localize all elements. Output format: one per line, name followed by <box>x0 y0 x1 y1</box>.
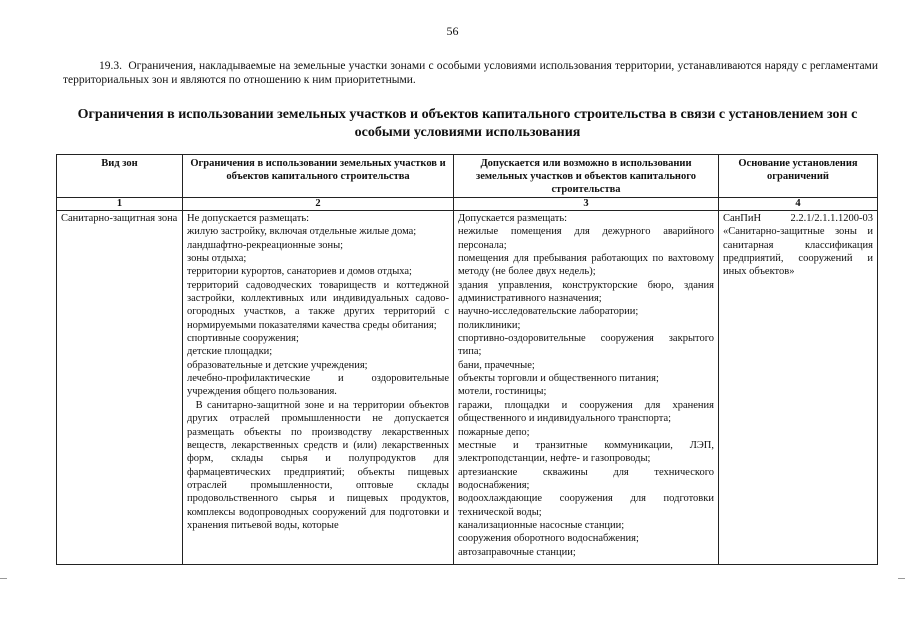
restriction-item: жилую застройку, включая отдельные жилые дома; <box>187 226 417 238</box>
allowed-item: пожарные депо; <box>458 426 530 438</box>
restriction-item: территорий садоводческих товариществ и коттеджной застройки, коллективных или индивидуальных садово-огородных участков, а также других территорий с нормируемыми показателями качества среды обитания; <box>187 279 449 331</box>
allowed-item: нежилые помещения для дежурного аварийного персонала; <box>458 226 714 251</box>
allowed-item: бани, прачечные; <box>458 359 535 371</box>
zone-type-cell <box>57 211 183 565</box>
restrictions-list <box>187 212 449 564</box>
allowed-list <box>458 212 714 564</box>
page-number: 56 <box>446 24 459 38</box>
allowed-item: спортивно-оздоровительные сооружения закрытого типа; <box>458 333 714 358</box>
basis-text: СанПиН 2.2.1/2.1.1.1200-03 «Санитарно-защитные зоны и санитарная классификация предприятий, сооружений и иных объектов» <box>723 213 873 278</box>
document-title: Ограничения в использовании земельных участков и объектов капитального строительства в связи с установлением зон с особыми условиями использования <box>77 107 858 140</box>
restriction-item: лечебно-профилактические и оздоровительные учреждения общего пользования. <box>187 373 449 398</box>
allowed-item: здания управления, конструкторские бюро, здания административного назначения; <box>458 279 714 305</box>
restriction-item: В санитарно-защитной зоне и на территории объектов других отраслей промышленности не допускается размещать объекты по производству лекарственных веществ, лекарственных средств и (или) лекарственных форм, склады сырья и полупродуктов для фармацевтических предприятий; объекты пищевых отраслей промышленности, оптовые склады продовольственного сырья и пищевых продуктов, комплексы водопроводных сооружений для подготовки и хранения питьевой воды, которые <box>187 399 449 531</box>
allowed-item: Допускается размещать: <box>458 213 568 224</box>
page-edge-mark <box>0 578 7 579</box>
header-basis: Основание установления ограничений <box>719 155 878 198</box>
page-edge-mark <box>898 578 905 579</box>
allowed-item: мотели, гостиницы; <box>458 386 547 398</box>
restrictions-cell <box>183 211 454 565</box>
allowed-item: поликлиники; <box>458 319 521 331</box>
allowed-item: водоохлаждающие сооружения для подготовки технической воды; <box>458 493 714 518</box>
basis-cell <box>719 211 878 565</box>
allowed-item: сооружения оборотного водоснабжения; <box>458 533 639 545</box>
intro-paragraph: 19.3. Ограничения, накладываемые на земельные участки зонами с особыми условиями использования территории, устанавливаются наряду с регламентами территориальных зон и являются по отношению к ним приоритетными. <box>63 60 878 86</box>
restriction-item: территории курортов, санаториев и домов отдыха; <box>187 266 412 278</box>
restriction-item: образовательные и детские учреждения; <box>187 359 368 371</box>
header-allowed: Допускается или возможно в использовании земельных участков и объектов капитального строительства <box>454 155 719 198</box>
column-number: 1 <box>57 198 183 211</box>
zone-type-text: Санитарно-защитная зона <box>61 213 178 224</box>
restriction-item: детские площадки; <box>187 346 273 358</box>
allowed-cell <box>454 211 719 565</box>
allowed-item: научно-исследовательские лаборатории; <box>458 306 639 318</box>
restriction-item: ландшафтно-рекреационные зоны; <box>187 239 344 251</box>
table-header-row <box>57 155 878 198</box>
allowed-item: помещения для пребывания работающих по вахтовому методу (не более двух недель); <box>458 253 714 278</box>
restriction-item: Не допускается размещать: <box>187 213 310 224</box>
header-zone-type: Вид зон <box>57 155 183 198</box>
allowed-item: объекты торговли и общественного питания; <box>458 373 659 385</box>
column-number: 3 <box>454 198 719 211</box>
restrictions-table <box>56 154 878 565</box>
restriction-item: зоны отдыха; <box>187 253 247 265</box>
allowed-item: канализационные насосные станции; <box>458 519 625 531</box>
allowed-item: автозаправочные станции; <box>458 546 576 558</box>
table-row <box>57 211 878 565</box>
allowed-item: артезианские скважины для технического водоснабжения; <box>458 466 714 491</box>
allowed-item: гаражи, площадки и сооружения для хранения общественного и индивидуального транспорта; <box>458 399 714 425</box>
column-number: 4 <box>719 198 878 211</box>
column-number-row <box>57 198 878 211</box>
allowed-item: местные и транзитные коммуникации, ЛЭП, электроподстанции, нефте- и газопроводы; <box>458 439 714 465</box>
header-restrictions: Ограничения в использовании земельных участков и объектов капитального строительства <box>183 155 454 198</box>
column-number: 2 <box>183 198 454 211</box>
restriction-item: спортивные сооружения; <box>187 333 299 345</box>
